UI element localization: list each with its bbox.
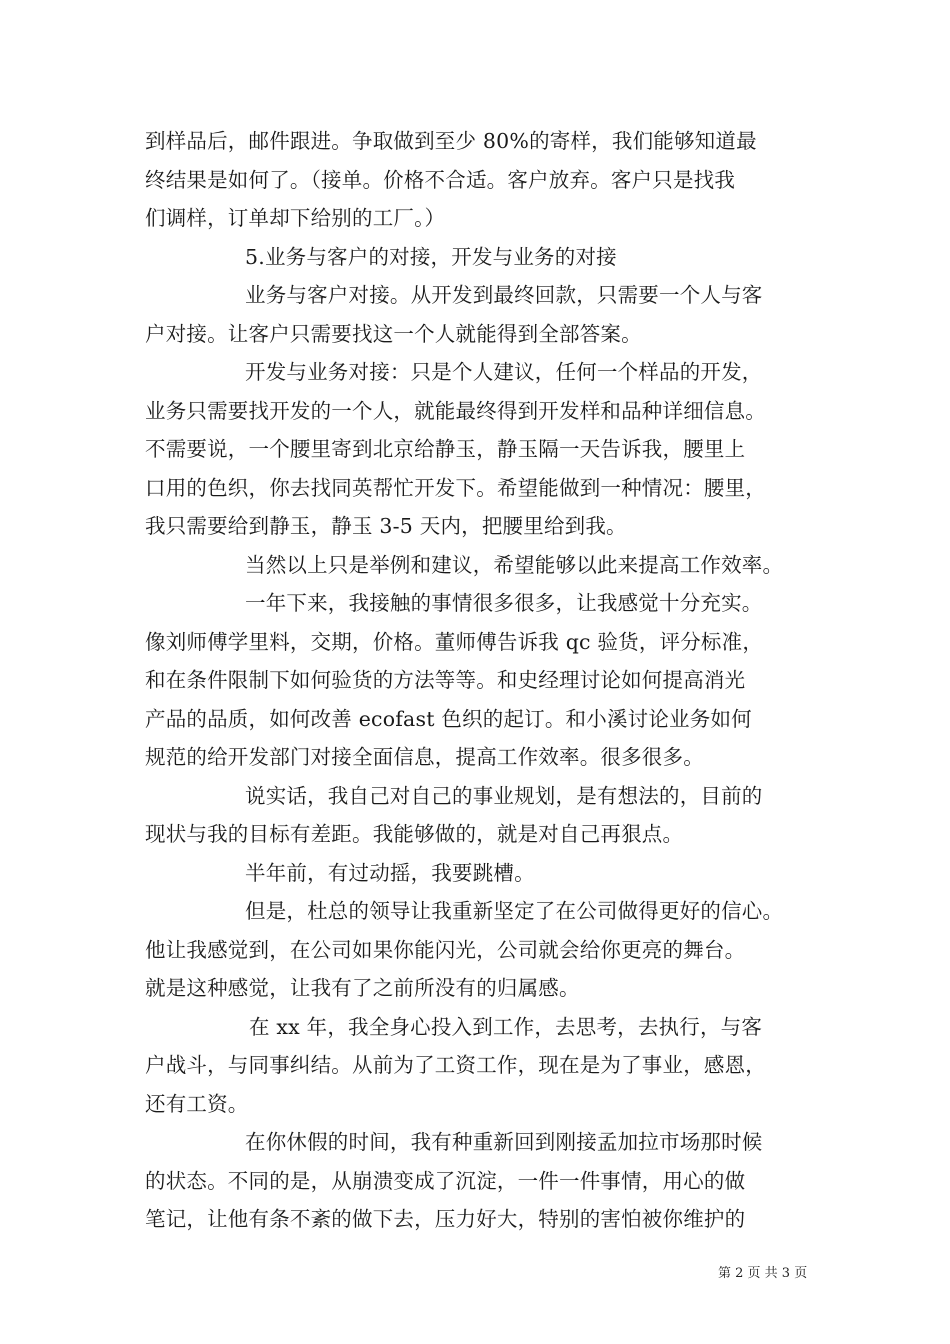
text-line: 一年下来，我接触的事情很多很多，让我感觉十分充实。 <box>245 591 763 615</box>
text-line: 户战斗，与同事纠结。从前为了工资工作，现在是为了事业，感恩， <box>145 1053 766 1077</box>
text-line: 不需要说，一个腰里寄到北京给静玉，静玉隔一天告诉我，腰里上 <box>145 437 746 461</box>
text-line: 半年前，有过动摇，我要跳槽。 <box>245 860 535 885</box>
text-line: 就是这种感觉，让我有了之前所没有的归属感。 <box>145 976 580 1000</box>
text-line: 口用的色织，你去找同英帮忙开发下。希望能做到一种情况：腰里， <box>145 475 766 500</box>
text-line: 说实话，我自己对自己的事业规划，是有想法的，目前的 <box>245 783 763 808</box>
text-line: 开发与业务对接：只是个人建议，任何一个样品的开发， <box>245 360 763 384</box>
text-line: 他让我感觉到，在公司如果你能闪光，公司就会给你更亮的舞台。 <box>145 937 746 962</box>
text-line: 和在条件限制下如何验货的方法等等。和史经理讨论如何提高消光 <box>145 668 746 692</box>
text-line: 我只需要给到静玉，静玉 3-5 天内，把腰里给到我。 <box>145 514 627 538</box>
text-line: 产品的品质，如何改善 ecofast 色织的起订。和小溪讨论业务如何 <box>145 706 752 731</box>
text-line: 在你休假的时间，我有种重新回到刚接孟加拉市场那时候 <box>245 1130 763 1154</box>
text-line: 业务只需要找开发的一个人，就能最终得到开发样和品种详细信息。 <box>145 398 766 423</box>
text-line: 当然以上只是举例和建议，希望能够以此来提高工作效率。 <box>245 552 784 577</box>
text-line: 笔记，让他有条不紊的做下去，压力好大，特别的害怕被你维护的 <box>145 1207 746 1231</box>
section-heading: 5.业务与客户的对接，开发与业务的对接 <box>245 244 617 269</box>
text-line: 的状态。不同的是，从崩溃变成了沉淀，一件一件事情，用心的做 <box>145 1168 746 1193</box>
text-line: 业务与客户对接。从开发到最终回款，只需要一个人与客 <box>245 283 763 307</box>
text-line: 还有工资。 <box>145 1091 249 1116</box>
text-line: 像刘师傅学里料，交期，价格。董师傅告诉我 qc 验货，评分标准， <box>145 629 764 654</box>
text-line: 终结果是如何了。（接单。价格不合适。客户放弃。客户只是找我 <box>145 167 736 192</box>
document-body <box>145 122 825 1239</box>
text-line: 规范的给开发部门对接全面信息，提高工作效率。很多很多。 <box>145 745 704 769</box>
text-line: 现状与我的目标有差距。我能够做的，就是对自己再狠点。 <box>145 822 684 846</box>
page-number-footer: 第 2 页 共 3 页 <box>718 1266 808 1281</box>
text-line: 到样品后，邮件跟进。争取做到至少 80%的寄样，我们能够知道最 <box>145 129 757 153</box>
text-line: 在 xx 年，我全身心投入到工作，去思考，去执行，与客 <box>249 1014 763 1039</box>
text-line: 但是，杜总的领导让我重新坚定了在公司做得更好的信心。 <box>245 899 784 923</box>
text-line: 们调样，订单却下给别的工厂。） <box>145 206 446 230</box>
text-line: 户对接。让客户只需要找这一个人就能得到全部答案。 <box>145 321 642 346</box>
